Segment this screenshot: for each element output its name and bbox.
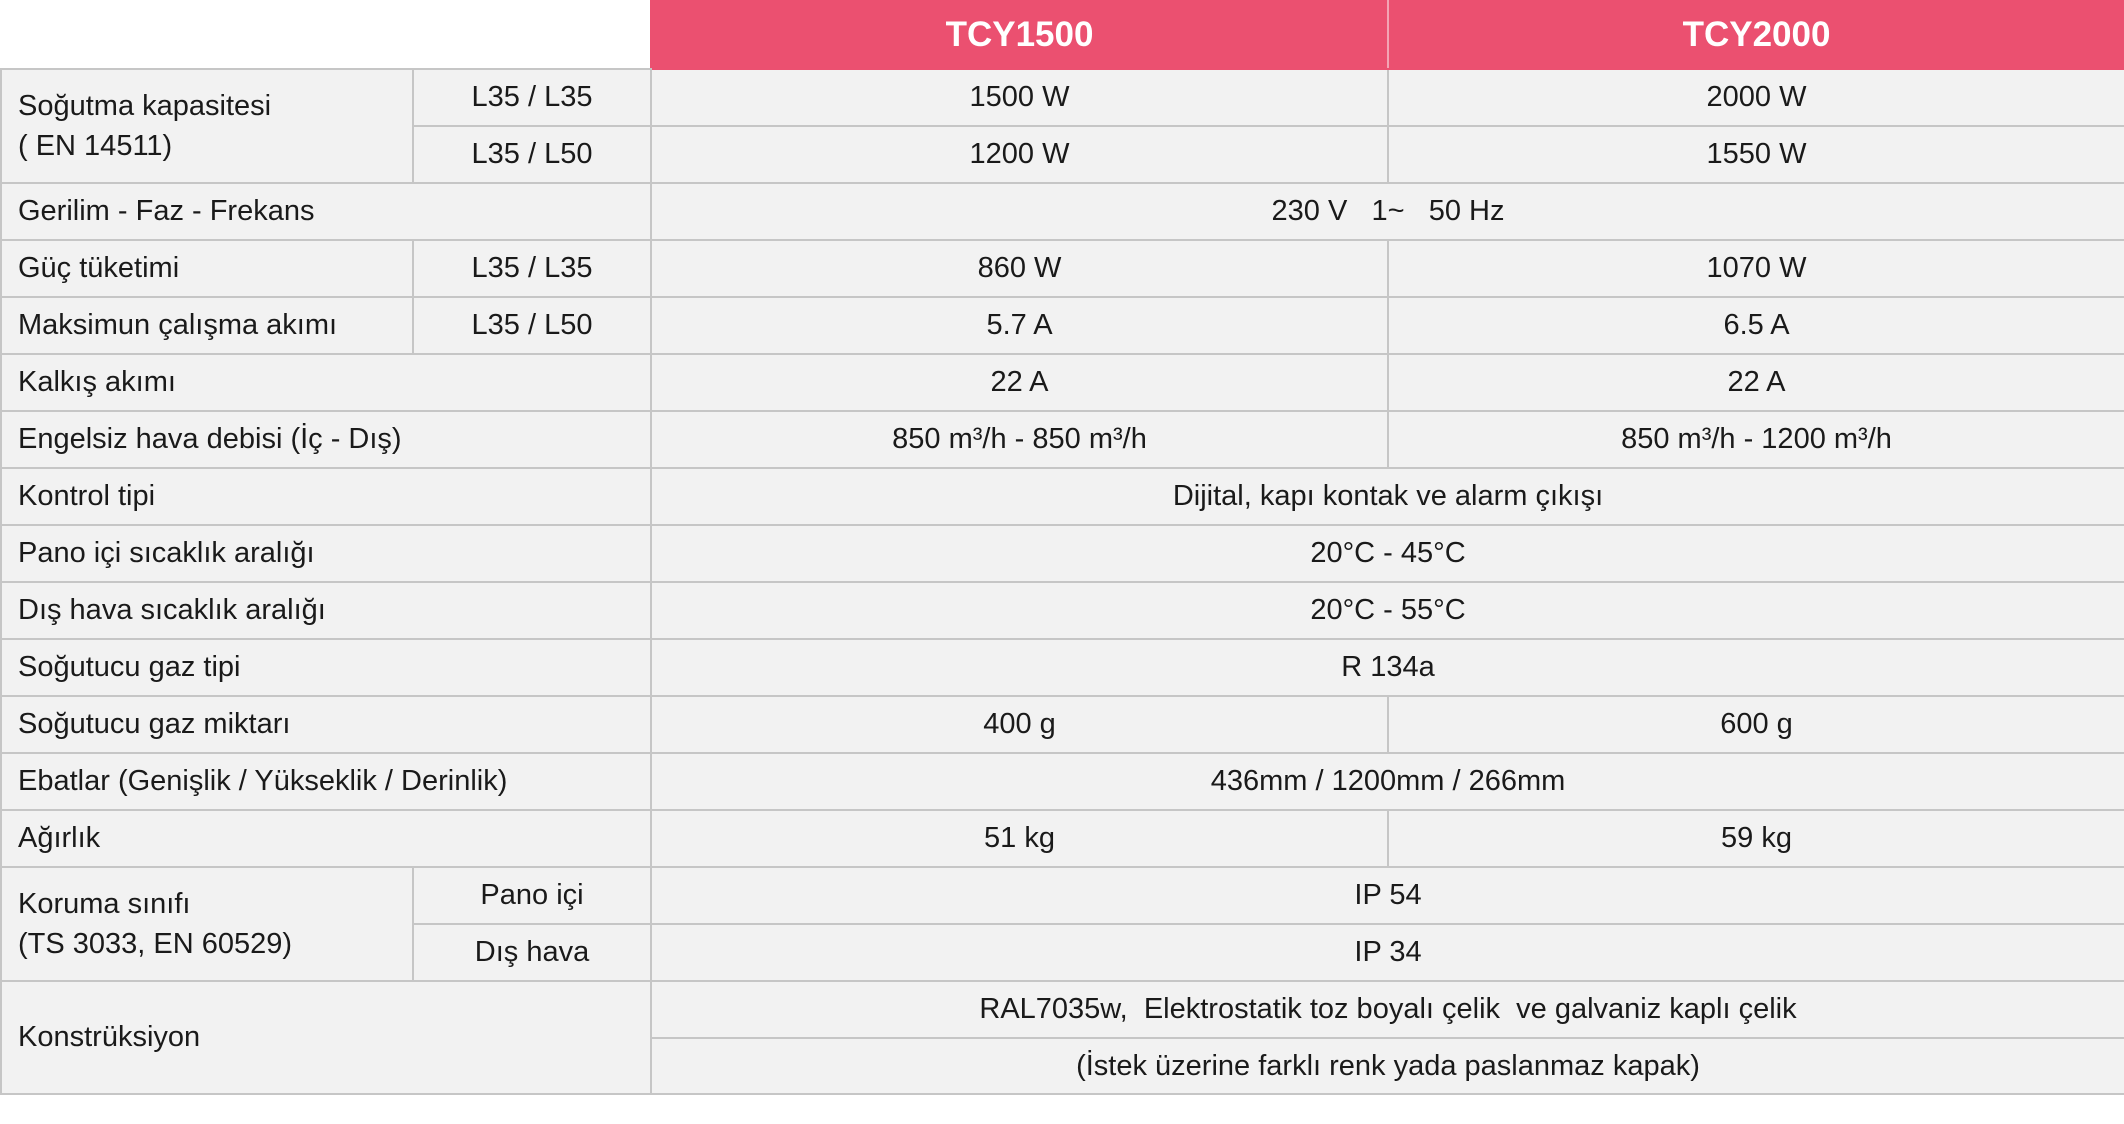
gas-type-value: R 134a	[651, 639, 2124, 696]
cooling-value-tcy2000-2: 1550 W	[1388, 126, 2124, 183]
outer-temp-value: 20°C - 55°C	[651, 582, 2124, 639]
header-blank-cell	[1, 1, 651, 69]
gas-amount-row	[1, 696, 2124, 753]
startup-current-value-tcy2000: 22 A	[1388, 354, 2124, 411]
dimensions-row	[1, 753, 2124, 810]
airflow-row	[1, 411, 2124, 468]
construction-line1: RAL7035w, Elektrostatik toz boyalı çelik ve galvaniz kaplı çelik	[651, 981, 2124, 1038]
gas-type-label: Soğutucu gaz tipi	[1, 639, 651, 696]
weight-value-tcy1500: 51 kg	[651, 810, 1388, 867]
weight-value-tcy2000: 59 kg	[1388, 810, 2124, 867]
gas-amount-label: Soğutucu gaz miktarı	[1, 696, 651, 753]
cooling-label	[1, 69, 413, 183]
header-model-tcy2000: TCY2000	[1388, 1, 2124, 69]
startup-current-row	[1, 354, 2124, 411]
protection-row-1	[1, 867, 2124, 924]
construction-line2: (İstek üzerine farklı renk yada paslanmaz kapak)	[651, 1038, 2124, 1094]
power-value-tcy1500: 860 W	[651, 240, 1388, 297]
voltage-value: 230 V 1~ 50 Hz	[651, 183, 2124, 240]
cooling-condition-2: L35 / L50	[413, 126, 651, 183]
cooling-label-line2: ( EN 14511)	[18, 130, 173, 162]
power-row	[1, 240, 2124, 297]
outer-temp-row	[1, 582, 2124, 639]
control-row	[1, 468, 2124, 525]
voltage-label: Gerilim - Faz - Frekans	[1, 183, 651, 240]
power-label: Güç tüketimi	[1, 240, 413, 297]
dimensions-value: 436mm / 1200mm / 266mm	[651, 753, 2124, 810]
control-value: Dijital, kapı kontak ve alarm çıkışı	[651, 468, 2124, 525]
startup-current-label: Kalkış akımı	[1, 354, 651, 411]
gas-amount-value-tcy2000: 600 g	[1388, 696, 2124, 753]
airflow-value-tcy2000: 850 m³/h - 1200 m³/h	[1388, 411, 2124, 468]
construction-row-1	[1, 981, 2124, 1038]
cooling-condition-1: L35 / L35	[413, 69, 651, 126]
dimensions-label: Ebatlar (Genişlik / Yükseklik / Derinlik)	[1, 753, 651, 810]
gas-type-row	[1, 639, 2124, 696]
cooling-label-line1: Soğutma kapasitesi	[18, 90, 272, 122]
protection-value-2: IP 34	[651, 924, 2124, 981]
outer-temp-label: Dış hava sıcaklık aralığı	[1, 582, 651, 639]
max-current-label: Maksimun çalışma akımı	[1, 297, 413, 354]
startup-current-value-tcy1500: 22 A	[651, 354, 1388, 411]
max-current-value-tcy1500: 5.7 A	[651, 297, 1388, 354]
gas-amount-value-tcy1500: 400 g	[651, 696, 1388, 753]
airflow-label: Engelsiz hava debisi (İç - Dış)	[1, 411, 651, 468]
protection-value-1: IP 54	[651, 867, 2124, 924]
inner-temp-value: 20°C - 45°C	[651, 525, 2124, 582]
max-current-row	[1, 297, 2124, 354]
protection-location-1: Pano içi	[413, 867, 651, 924]
max-current-condition: L35 / L50	[413, 297, 651, 354]
protection-label-line1: Koruma sınıfı	[18, 888, 191, 920]
protection-location-2: Dış hava	[413, 924, 651, 981]
cooling-row-1	[1, 69, 2124, 126]
max-current-value-tcy2000: 6.5 A	[1388, 297, 2124, 354]
weight-label: Ağırlık	[1, 810, 651, 867]
protection-label-line2: (TS 3033, EN 60529)	[18, 928, 293, 960]
inner-temp-row	[1, 525, 2124, 582]
cooling-value-tcy1500-1: 1500 W	[651, 69, 1388, 126]
power-condition: L35 / L35	[413, 240, 651, 297]
weight-row	[1, 810, 2124, 867]
header-row	[1, 1, 2124, 69]
construction-label: Konstrüksiyon	[1, 981, 651, 1094]
protection-label	[1, 867, 413, 981]
inner-temp-label: Pano içi sıcaklık aralığı	[1, 525, 651, 582]
voltage-row	[1, 183, 2124, 240]
airflow-value-tcy1500: 850 m³/h - 850 m³/h	[651, 411, 1388, 468]
control-label: Kontrol tipi	[1, 468, 651, 525]
power-value-tcy2000: 1070 W	[1388, 240, 2124, 297]
header-model-tcy1500: TCY1500	[651, 1, 1388, 69]
cooling-value-tcy2000-1: 2000 W	[1388, 69, 2124, 126]
cooling-value-tcy1500-2: 1200 W	[651, 126, 1388, 183]
